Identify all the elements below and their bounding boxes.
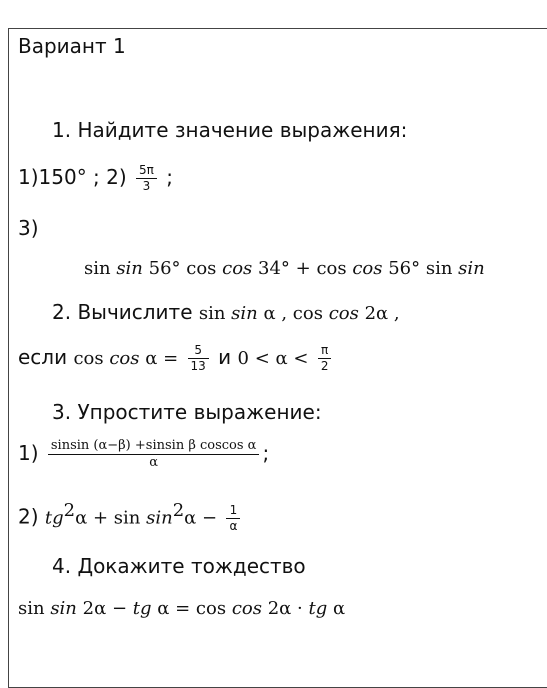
expr-part: α , cos [257, 303, 329, 324]
task3-heading: 3. Упростите выражение: [52, 400, 322, 424]
fraction-numerator: π [318, 343, 332, 359]
task3-item2 [18, 500, 243, 534]
expr-part: cos [231, 598, 262, 619]
task2-fraction-pi [318, 343, 332, 374]
expr-part: sin [231, 303, 258, 324]
expr-part: cos [352, 258, 383, 279]
expr-part: 2α − [76, 598, 133, 619]
expr-part: tg [44, 507, 64, 529]
expr-part: tg [132, 598, 152, 619]
expr-part: 2α , [358, 303, 400, 324]
task2-fraction [188, 343, 209, 374]
fraction-denominator: 13 [190, 359, 206, 373]
expr-part: α − [184, 507, 218, 529]
task2-heading [52, 300, 400, 324]
task1-heading: 1. Найдите значение выражения: [52, 118, 408, 142]
item-suffix: ; [262, 441, 270, 465]
exponent: 2 [172, 500, 185, 521]
expr-part: sin [458, 258, 485, 279]
expr-part: tg [308, 598, 328, 619]
expr-part: α [327, 598, 346, 619]
task1-item3-expression [84, 258, 485, 279]
expr-part: 0 < α < [237, 348, 309, 369]
variant-title: Вариант 1 [18, 34, 126, 58]
expr-part: α + sin [75, 507, 147, 529]
fraction-numerator: 1 [226, 503, 240, 519]
task4-heading: 4. Докажите тождество [52, 554, 306, 578]
task3-item1-fraction [48, 438, 260, 471]
expr-part: sin [116, 258, 143, 279]
cond-text: если [18, 345, 74, 369]
expr-part: 2α · [261, 598, 309, 619]
cond-text: и [211, 345, 238, 369]
fraction-denominator: 2 [320, 359, 329, 373]
task3-item1 [18, 438, 269, 471]
task3-item2-fraction [226, 503, 240, 534]
task2-condition [18, 343, 334, 374]
task1-item1 [18, 163, 173, 194]
task1-item3-label: 3) [18, 216, 39, 240]
fraction-denominator: α [229, 518, 238, 533]
expr-part: sin [146, 507, 173, 529]
expr-part: sin [84, 258, 117, 279]
task4-identity [18, 598, 345, 619]
expr-part: cos [222, 258, 253, 279]
expr-part: sin [18, 598, 51, 619]
expr-part: 56° cos [142, 258, 223, 279]
task1-item1-suffix: ; [166, 165, 174, 189]
exponent: 2 [63, 500, 76, 521]
expr-part: sin [50, 598, 77, 619]
item-label: 1) [18, 441, 39, 465]
expr-part: cos [109, 348, 140, 369]
task1-fraction [136, 163, 157, 194]
task1-fraction-denominator: 3 [142, 179, 151, 193]
task2-heading-text: 2. Вычислите [52, 300, 199, 324]
fraction-numerator: sinsin (α−β) +sinsin β coscos α [48, 438, 260, 455]
expr-part: 56° sin [382, 258, 459, 279]
expr-part: α = cos [151, 598, 232, 619]
expr-part: cos [328, 303, 359, 324]
task1-item1-prefix: 1)150° ; 2) [18, 165, 127, 189]
expr-part: cos [73, 348, 110, 369]
fraction-denominator: α [149, 455, 159, 470]
item-label: 2) [18, 504, 45, 529]
task1-fraction-numerator: 5π [136, 163, 157, 179]
expr-part: α = [139, 348, 179, 369]
fraction-numerator: 5 [188, 343, 209, 359]
expr-part: 34° + cos [252, 258, 353, 279]
expr-part: sin [198, 303, 232, 324]
